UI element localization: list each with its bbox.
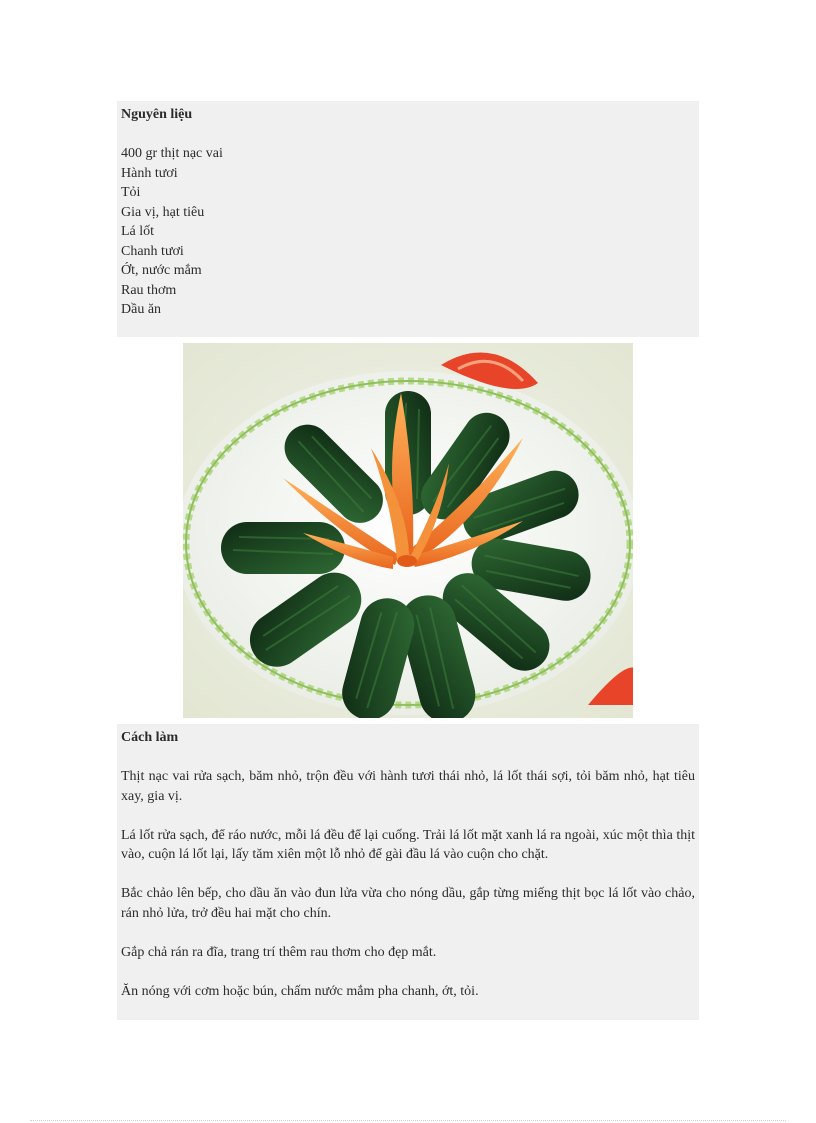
ingredient-item: Dầu ăn [121, 302, 162, 317]
ingredient-item: Lá lốt [121, 224, 155, 239]
method-paragraph: Bắc chảo lên bếp, cho dầu ăn vào đun lửa vừa cho nóng dầu, gắp từng miếng thịt bọc lá lốt vào chảo, rán nhỏ lửa, trở đều hai mặt cho chín. [121, 886, 695, 921]
ingredient-item: Chanh tươi [121, 243, 184, 259]
ingredients-list [121, 144, 695, 320]
method-paragraph: Thịt nạc vai rửa sạch, băm nhỏ, trộn đều với hành tươi thái nhỏ, lá lốt thái sợi, tỏi băm nhỏ, hạt tiêu xay, gia vị. [121, 769, 695, 804]
ingredient-item: 400 gr thịt nạc vai [121, 146, 223, 161]
ingredient-item: Hành tươi [121, 165, 178, 181]
ingredients-heading: Nguyên liệu [121, 107, 193, 122]
ingredient-item: Rau thơm [121, 282, 177, 298]
method-paragraph: Ăn nóng với cơm hoặc bún, chấm nước mắm pha chanh, ớt, tỏi. [121, 983, 479, 999]
method-heading: Cách làm [121, 730, 179, 745]
method-paragraph: Lá lốt rửa sạch, để ráo nước, mỗi lá đều để lại cuống. Trải lá lốt mặt xanh lá ra ngoài, xúc một thìa thịt vào, cuộn lá lốt lại, lấy tăm xiên một lỗ nhỏ để gài đầu lá vào cuộn cho chặt. [121, 827, 695, 862]
ingredient-item: Tỏi [121, 185, 141, 200]
page-footer-divider [30, 1120, 786, 1121]
method-section [117, 724, 699, 1020]
ingredient-item: Gia vị, hạt tiêu [121, 204, 205, 220]
ingredients-section [117, 101, 699, 337]
dish-illustration [183, 343, 633, 718]
method-paragraph: Gắp chả rán ra đĩa, trang trí thêm rau thơm cho đẹp mắt. [121, 944, 437, 960]
dish-photo [183, 343, 633, 718]
ingredient-item: Ớt, nước mắm [121, 263, 202, 278]
